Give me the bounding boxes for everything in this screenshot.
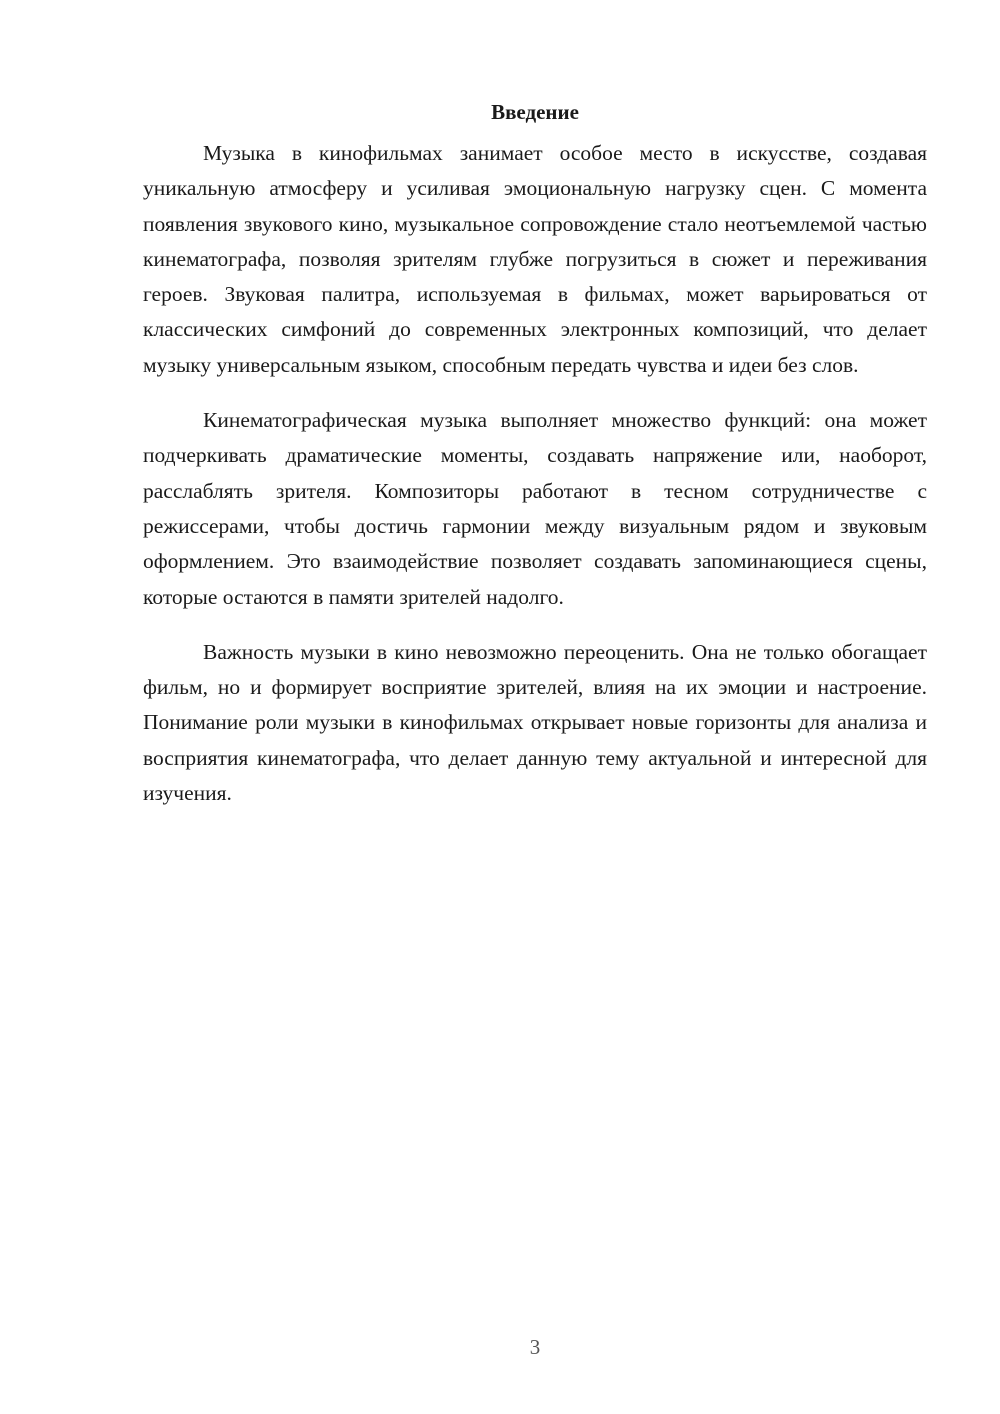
page-content [143,98,927,831]
paragraph-2: Кинематографическая музыка выполняет множество функций: она может подчеркивать драматические моменты, создавать напряжение или, наоборот, расслаблять зрителя. Композиторы работают в тесном сотрудничестве с режиссерами, чтобы достичь гармонии между визуальным рядом и звуковым оформлением. Это взаимодействие позволяет создавать запоминающиеся сцены, которые остаются в памяти зрителей надолго. [143,408,927,609]
page-number: 3 [529,1335,541,1359]
paragraph-3: Важность музыки в кино невозможно переоценить. Она не только обогащает фильм, но и формирует восприятие зрителей, влияя на их эмоции и настроение. Понимание роли музыки в кинофильмах открывает новые горизонты для анализа и восприятия кинематографа, что делает данную тему актуальной и интересной для изучения. [143,639,927,806]
paragraph-1: Музыка в кинофильмах занимает особое место в искусстве, создавая уникальную атмосферу и усиливая эмоциональную нагрузку сцен. С момента появления звукового кино, музыкальное сопровождение стало неотъемлемой частью кинематографа, позволяя зрителям глубже погрузиться в сюжет и переживания героев. Звуковая палитра, используемая в фильмах, может варьироваться от классических симфоний до современных электронных композиций, что делает музыку универсальным языком, способным передать чувства и идеи без слов. [143,141,927,377]
section-title: Введение [491,100,579,124]
